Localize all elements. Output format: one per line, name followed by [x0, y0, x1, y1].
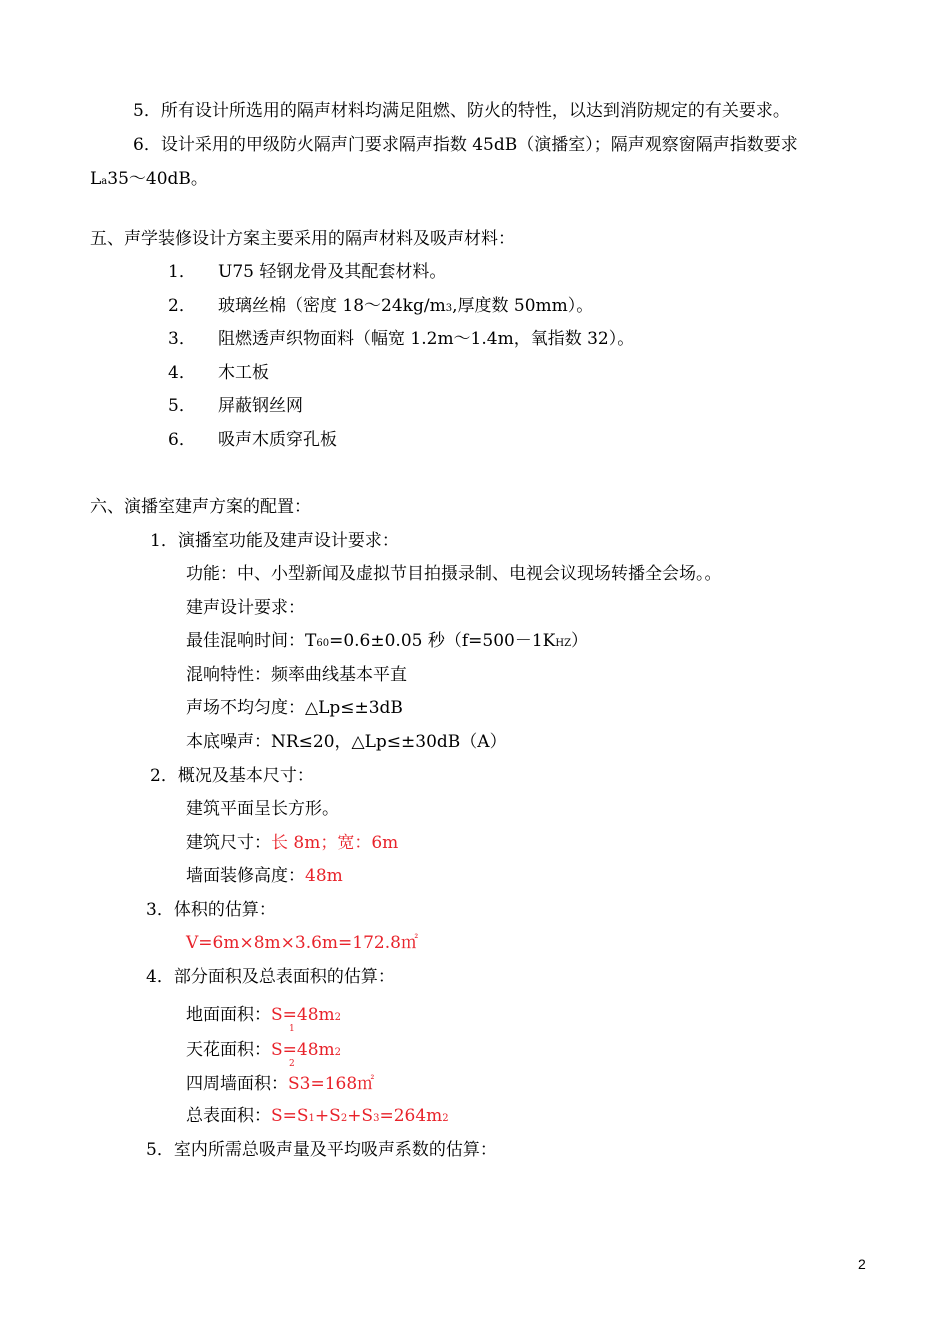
- material-num-3: 3．: [168, 329, 196, 349]
- floor-area: 地面面积：S=48m2: [186, 1005, 342, 1025]
- subsection-4: 4．部分面积及总表面积的估算：: [146, 967, 395, 987]
- building-size: 建筑尺寸：长 8m；宽：6m: [186, 833, 399, 853]
- material-4: 木工板: [218, 363, 269, 383]
- material-3: 阻燃透声织物面料（幅宽 1.2m～1.4m，氧指数 32）。: [218, 329, 635, 349]
- material-num-2: 2．: [168, 296, 196, 316]
- subsection-1: 1．演播室功能及建声设计要求：: [150, 531, 399, 551]
- background-noise: 本底噪声：NR≤20，△Lp≤±30dB（A）: [186, 732, 507, 752]
- reverb-character: 混响特性：频率曲线基本平直: [186, 665, 407, 685]
- ceiling-area-subscript: 2: [289, 1059, 295, 1069]
- building-shape: 建筑平面呈长方形。: [186, 799, 339, 819]
- item-6-cont: La35～40dB。: [90, 169, 208, 189]
- subsection-5: 5．室内所需总吸声量及平均吸声系数的估算：: [146, 1140, 497, 1160]
- item-5: 5．所有设计所选用的隔声材料均满足阻燃、防火的特性，以达到消防规定的有关要求。: [133, 101, 790, 121]
- volume-formula: V=6m×8m×3.6m=172.8㎡: [186, 933, 418, 953]
- subsection-2: 2．概况及基本尺寸：: [150, 766, 314, 786]
- material-2: 玻璃丝棉（密度 18～24kg/m3,厚度数 50mm）。: [218, 296, 594, 316]
- item-6: 6．设计采用的甲级防火隔声门要求隔声指数 45dB（演播室）；隔声观察窗隔声指数要求: [133, 135, 798, 155]
- reverb-time: 最佳混响时间：T60=0.6±0.05 秒（f=500－1KHZ）: [186, 631, 589, 651]
- material-5: 屏蔽钢丝网: [218, 396, 303, 416]
- material-num-4: 4．: [168, 363, 196, 383]
- section-6-heading: 六、演播室建声方案的配置：: [90, 497, 311, 517]
- wall-area: 四周墙面积：S3=168㎡: [186, 1074, 375, 1094]
- section-5-heading: 五、声学装修设计方案主要采用的隔声材料及吸声材料：: [90, 229, 515, 249]
- floor-area-subscript: 1: [289, 1024, 295, 1034]
- total-area: 总表面积：S=S1+S2+S3=264m2: [186, 1106, 449, 1126]
- material-6: 吸声木质穿孔板: [218, 430, 337, 450]
- material-num-1: 1．: [168, 262, 196, 282]
- ceiling-area: 天花面积：S=48m2: [186, 1040, 342, 1060]
- sound-field-uniformity: 声场不均匀度：△Lp≤±3dB: [186, 698, 403, 718]
- material-1: U75 轻钢龙骨及其配套材料。: [218, 262, 447, 282]
- acoustic-requirements: 建声设计要求：: [186, 598, 305, 618]
- subsection-3: 3．体积的估算：: [146, 900, 276, 920]
- material-num-5: 5．: [168, 396, 196, 416]
- function-line: 功能：中、小型新闻及虚拟节目拍摄录制、电视会议现场转播全会场。。: [186, 564, 722, 584]
- material-num-6: 6．: [168, 430, 196, 450]
- page-number: 2: [858, 1256, 866, 1272]
- wall-height: 墙面装修高度：48m: [186, 866, 343, 886]
